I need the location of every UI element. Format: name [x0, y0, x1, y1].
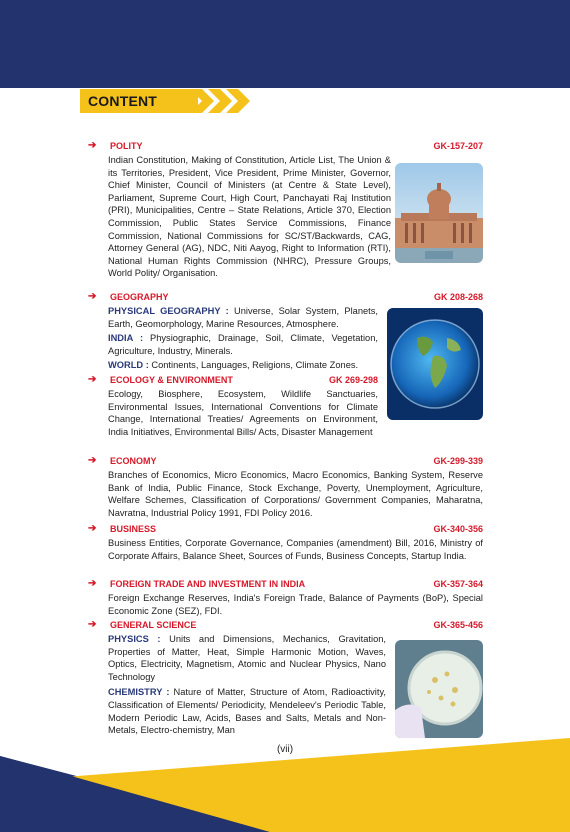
section-code: GK 269-298 — [328, 375, 378, 385]
bottom-decor-band — [0, 722, 570, 832]
section-title: GEOGRAPHY — [110, 292, 169, 302]
section-text: Business Entities, Corporate Governance, Companies (amendment) Bill, 2016, Ministry of Corporate Affairs, Balance Sheet, Sources of Funds, Business Concepts, Startup India. — [108, 538, 483, 561]
section-code: GK-365-456 — [433, 620, 483, 630]
section-economy — [88, 455, 483, 519]
section-code: GK-357-364 — [433, 579, 483, 589]
section-text: Foreign Exchange Reserves, India's Foreign Trade, Balance of Payments (BoP), Special Economic Zone (SEZ), FDI. — [108, 593, 483, 616]
section-text: Indian Constitution, Making of Constitution, Article List, The Union & its Territories, President, Vice President, Prime Minister, Governor, Chief Minister, Council of Ministers (at Centre & State Level), Parliament, Supreme Court, High Court, Panchayati Raj Institution (PRI), Municipalities, Centre – State Relations, Article 370, Election Commission, Public States Service Commissions, Finance Commission, National Commissions for SC/ST/Backwards, CAG, Attorney General (AG), NDC, Niti Aayog, Right to Information (RTI), National Human Rights Commission (NHRC), Pressure Groups, World Polity/ Organisation. — [108, 155, 391, 279]
chevron-arrows-icon — [190, 89, 260, 113]
section-text: Branches of Economics, Micro Economics, Macro Economics, Banking System, Reserve Bank of India, Public Finance, Stock Exchange, Poverty, Unemployment, Agriculture, Welfare Schemes, Classification of Corporations/ Government Companies, Maharatna, Navratna, Industrial Policy 1991, FDI Policy 2016. — [108, 470, 483, 518]
section-title: ECONOMY — [110, 456, 157, 466]
section-title: FOREIGN TRADE AND INVESTMENT IN INDIA — [110, 579, 306, 589]
sub-world: WORLD : Continents, Languages, Religions, Climate Zones. — [108, 360, 359, 371]
arrow-icon: ➔ — [88, 291, 97, 302]
section-title: POLITY — [110, 141, 143, 151]
page-title: CONTENT — [88, 93, 158, 109]
arrow-icon: ➔ — [88, 374, 97, 385]
arrow-icon: ➔ — [88, 619, 97, 630]
section-code: GK-299-339 — [433, 456, 483, 466]
page-number: (vii) — [276, 744, 294, 755]
section-code: GK-340-356 — [433, 524, 483, 534]
parliament-photo — [395, 163, 483, 263]
arrow-icon: ➔ — [88, 140, 97, 151]
section-code: GK 208-268 — [433, 292, 483, 302]
section-text: Ecology, Biosphere, Ecosystem, Wildlife Sanctuaries, Environmental Issues, International Conventions for Climate Change, International Treaties/ Agreements on Environment, India Initiatives, Environmental Bills/ Acts, Disaster Management — [108, 389, 378, 437]
sub-physical-geography: PHYSICAL GEOGRAPHY : Universe, Solar System, Planets, Earth, Geomorphology, Marine Resources, Atmosphere. — [108, 306, 378, 329]
arrow-icon: ➔ — [88, 455, 97, 466]
sub-physics: PHYSICS : Units and Dimensions, Mechanics, Gravitation, Properties of Matter, Heat, Simple Harmonic Motion, Waves, Optics, Electricity, Magnetism, Atomic and Nuclear Physics, Nano Technology — [108, 634, 386, 682]
section-ecology — [88, 374, 483, 438]
arrow-icon: ➔ — [88, 578, 97, 589]
section-code: GK-157-207 — [433, 141, 483, 151]
section-business — [88, 523, 483, 562]
section-foreign-trade — [88, 578, 483, 617]
section-title: BUSINESS — [110, 524, 157, 534]
arrow-icon: ➔ — [88, 523, 97, 534]
sub-india: INDIA : Physiographic, Drainage, Soil, Climate, Vegetation, Agriculture, Industry, Minerals. — [108, 333, 378, 356]
sub-chemistry: CHEMISTRY : Nature of Matter, Structure of Atom, Radioactivity, Classification of Elements/ Periodicity, Mendeleev's Periodic Table, Modern Periodic Law, Acids, Bases and Salts, Metals and Non-Metals, Electro-chemistry, Man — [108, 687, 386, 736]
content-header — [80, 89, 198, 113]
section-title: ECOLOGY & ENVIRONMENT — [110, 375, 233, 385]
section-title: GENERAL SCIENCE — [110, 620, 197, 630]
